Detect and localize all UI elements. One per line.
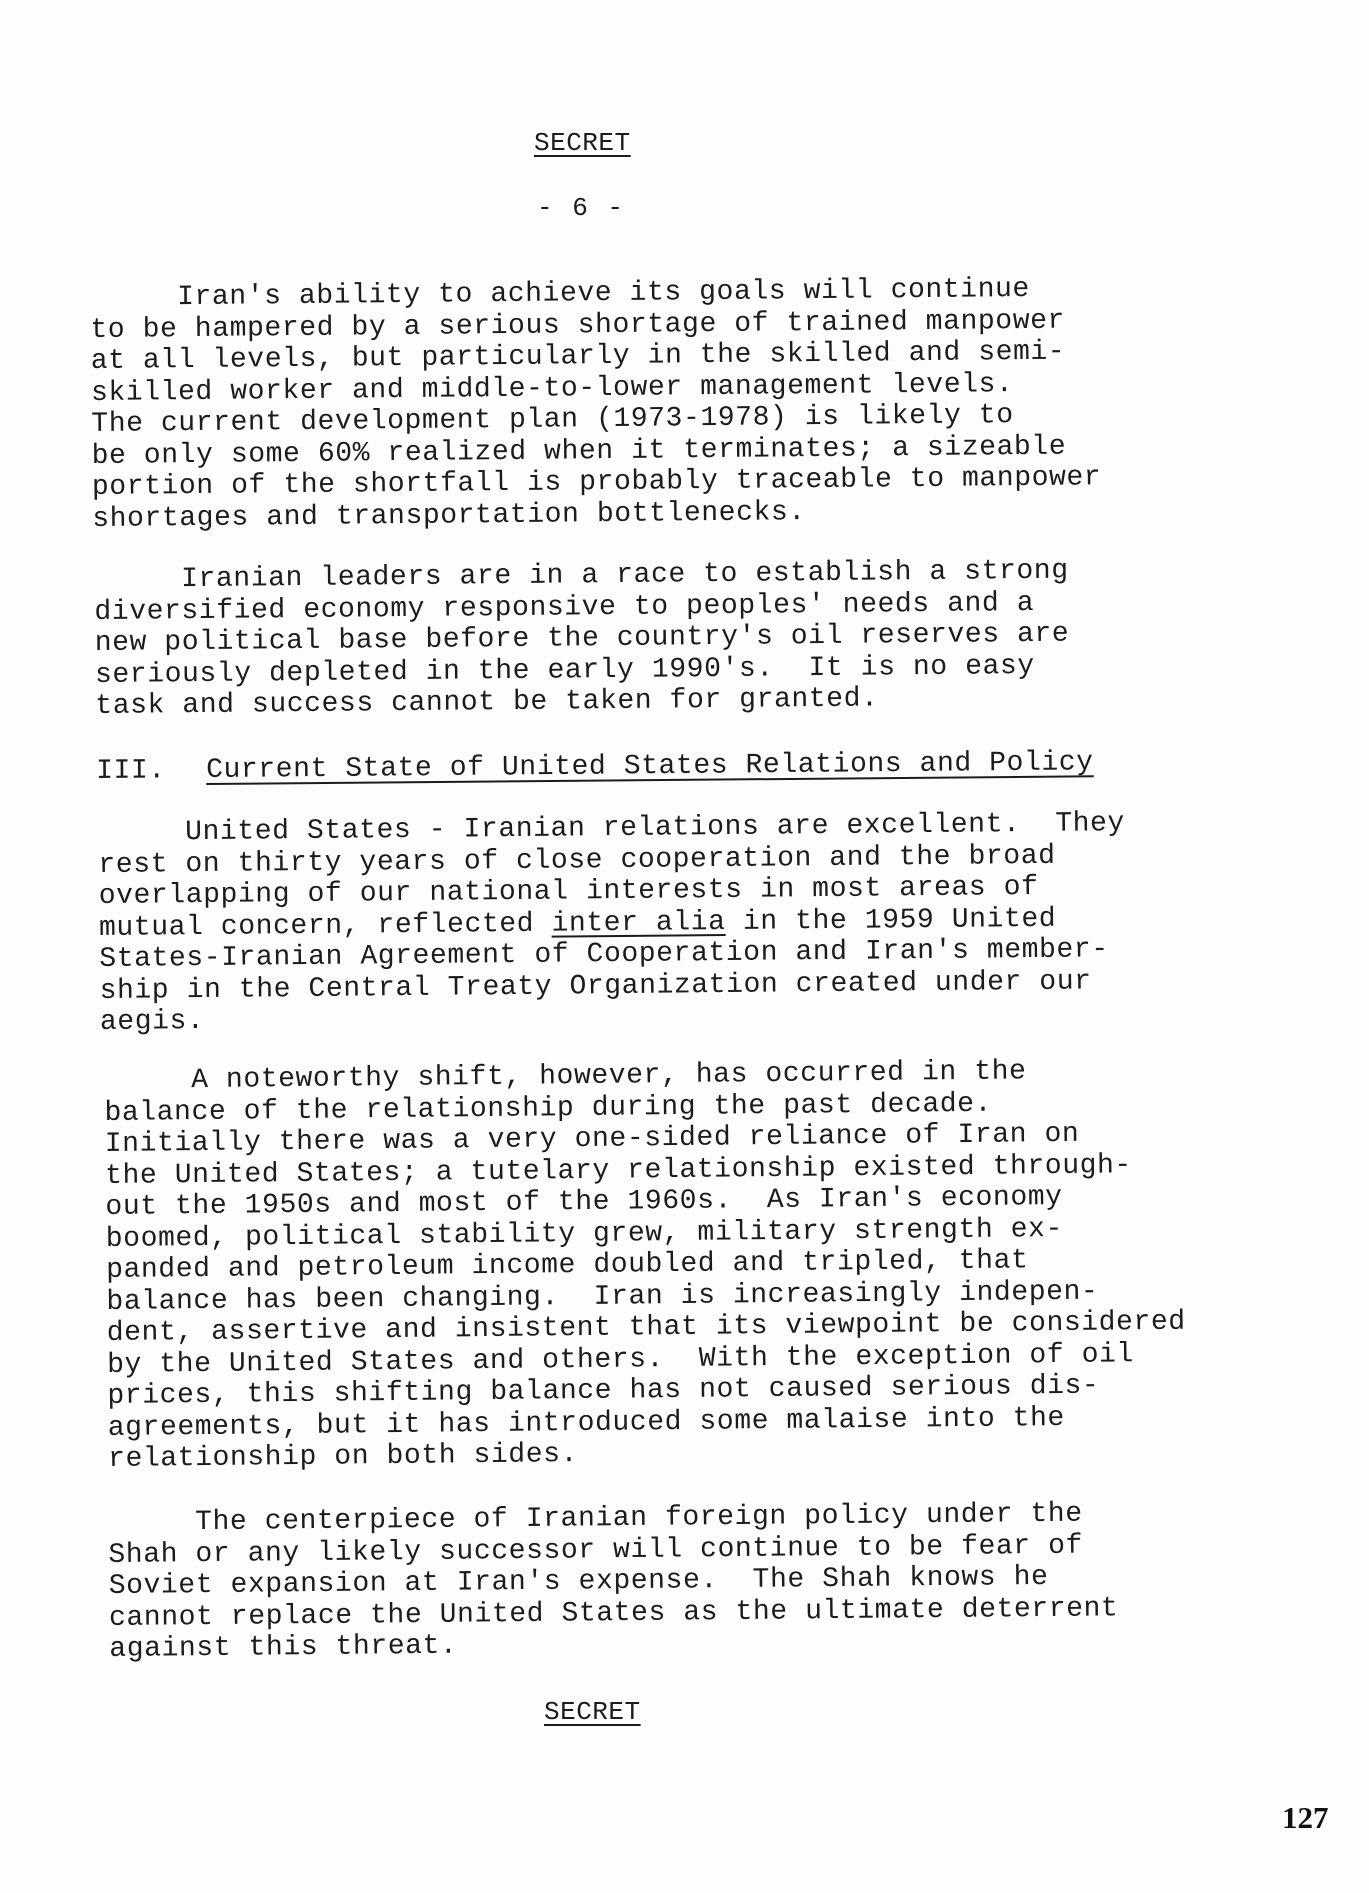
- paragraph-relations-start: United States - Iranian relations are excellent. They rest on thirty years of close cooperation and the broad overlapping of our national interests in most areas of mutual concern, reflected: [98, 808, 1126, 944]
- paragraph-manpower: Iran's ability to achieve its goals will continue to be hampered by a serious shortage of trained manpower at all levels, but particularly in the skilled and semi- skilled worker and middle-to-lower management levels. The current development plan (1973-1978) is likely to be only some 60% realized when it terminates; a sizeable portion of the shortfall is probably traceable to manpower shortages and transportation bottlenecks.: [90, 273, 1102, 535]
- inter-alia-emphasis: inter alia: [551, 906, 726, 940]
- classification-header: SECRET: [534, 128, 631, 158]
- section-number: III.: [96, 755, 166, 787]
- paragraph-relations-end: in the 1959 United States-Iranian Agreement of Cooperation and Iran's member- ship in the Central Treaty Organization created under our aegis.: [99, 903, 1109, 1038]
- classification-footer: SECRET: [544, 1697, 641, 1727]
- folio-number: 127: [1282, 1800, 1329, 1835]
- paragraph-economy-race: Iranian leaders are in a race to establish a strong diversified economy responsive to peoples' needs and a new political base before the country's oil reserves are seriously depleted in the early 1990's. It is no easy task and success cannot be taken for granted.: [94, 555, 1070, 722]
- paragraph-foreign-policy: The centerpiece of Iranian foreign policy under the Shah or any likely successor will continue to be fear of Soviet expansion at Iran's expense. The Shah knows he cannot replace the United States as the ultimate deterrent against this threat.: [108, 1498, 1119, 1665]
- section-heading: [96, 747, 1094, 787]
- paragraph-balance-shift: A noteworthy shift, however, has occurred in the balance of the relationship during the past decade. Initially there was a very one-sided reliance of Iran on the United States; a tutelary relationship existed through- out the 1950s and most of the 1960s. As Iran's economy boomed, political stability grew, military strength ex- panded and petroleum income doubled and tripled, that balance has been changing. Iran is increasingly indepen- dent, assertive and insistent that its viewpoint be considered by the United States and others. With the exception of oil prices, this shifting balance has not caused serious dis- agreements, but it has introduced some malaise into the relationship on both sides.: [104, 1056, 1186, 1475]
- section-title: Current State of United States Relations and Policy: [205, 747, 1094, 787]
- page-marker: - 6 -: [537, 193, 626, 223]
- paragraph-relations: [98, 808, 1127, 1038]
